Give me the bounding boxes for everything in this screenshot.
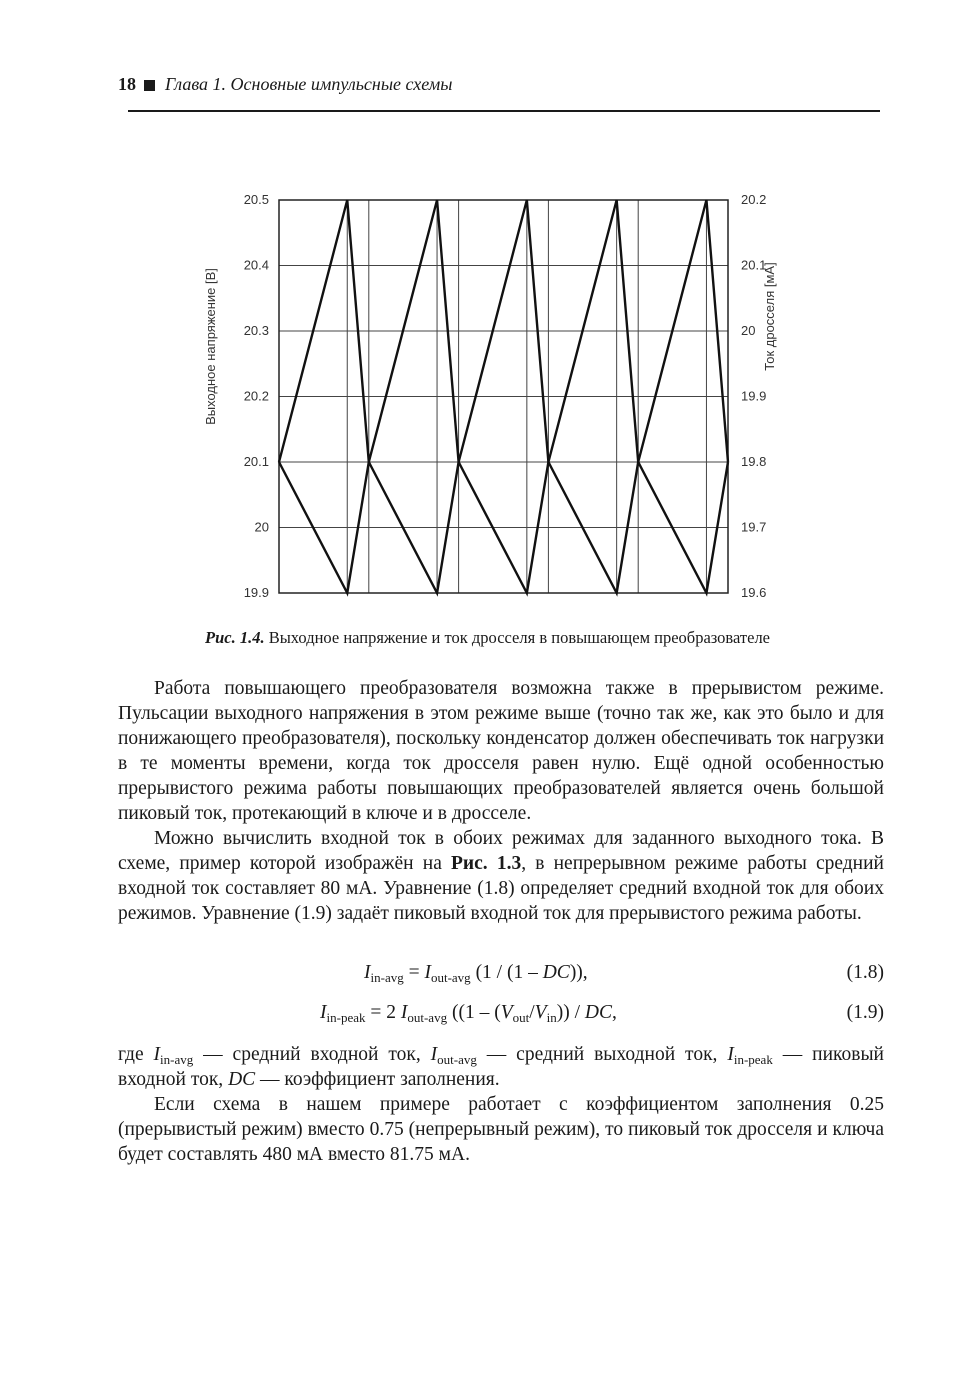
definitions-text-5: — коэффициент заполнения.: [255, 1069, 500, 1090]
y-left-tick-label: 20.3: [243, 323, 269, 338]
header-square-bullet: [144, 80, 155, 91]
paragraph-1: Работа повышающего преобразователя возможна также в прерывистом режиме. Пульсации выходного напряжения в этом режиме выше (точно так же, как это было и для понижающего преобразователя), поскольку конденсатор должен обеспечивать ток нагрузки в те моменты времени, когда ток дросселя равен нулю. Ещё одной особенностью прерывистого режима работы повышающих преобразователей является очень большой пиковый ток, протекающий в ключе и в дросселе.: [118, 678, 884, 824]
y-left-tick-label: 20.1: [243, 454, 269, 469]
definitions-text-3: — средний выходной ток,: [476, 1044, 728, 1065]
equation-1-9-formula: $I_{in-peak} = 2$ $I_{out-avg}$ ($(1 - (V_{out}/V_{in}))$ / DC,: [320, 1002, 617, 1025]
text-block-2: [118, 1042, 884, 1167]
paragraph-2: [118, 826, 884, 926]
y-right-tick-label: 19.9: [741, 388, 767, 404]
y-left-axis-label: Выходное напряжение [В]: [203, 268, 218, 425]
equation-1-8-formula: $I_{in-avg} = I_{out-avg}$ (1 / (1 – DC)),: [364, 962, 588, 985]
y-left-tick-label: 20.2: [243, 388, 269, 404]
y-left-tick-label: 19.9: [243, 585, 269, 600]
y-left-tick-label: 20.4: [243, 257, 269, 273]
caption-text: Выходное напряжение и ток дросселя в повышающем преобразователе: [264, 628, 770, 647]
definitions-text-2: — средний входной ток,: [193, 1044, 431, 1065]
chapter-title: Глава 1. Основные импульсные схемы: [165, 74, 453, 94]
paragraph-2-part-2: , в непрерывном режиме работы средний входной ток составляет 80 мА. Уравнение (1.8) определяет средний входной ток для обоих режимов. Уравнение (1.9) задаёт пиковый входной ток для прерывистого режима работы.: [118, 853, 884, 924]
figure-reference[interactable]: Рис. 1.3: [451, 853, 522, 874]
definitions-paragraph: где $I_{in-avg}$ — средний входной ток, $I_{out-avg}$ — средний выходной ток, $I_{in-peak}$ — пиковый входной ток, DC — коэффициент заполнения.: [118, 1044, 884, 1090]
y-right-tick-label: 19.6: [741, 585, 767, 600]
equation-1-9-number: (1.9): [846, 1002, 884, 1023]
header-rule: [128, 110, 880, 112]
definitions-text-4: — пиковый входной ток,: [118, 1044, 884, 1090]
y-right-tick-label: 20: [741, 323, 756, 338]
page-header: [118, 74, 452, 95]
caption-number: Рис. 1.4.: [205, 628, 265, 647]
definitions-text-1: где: [118, 1044, 154, 1065]
figure-caption: [0, 628, 975, 648]
page-number: 18: [118, 74, 136, 94]
y-right-tick-label: 19.8: [741, 454, 767, 469]
y-left-tick-label: 20.5: [243, 192, 269, 207]
paragraph-4: Если схема в нашем примере работает с коэффициентом заполнения 0.25 (прерывистый режим) вместо 0.75 (непрерывный режим), то пиковый ток дросселя и ключа будет составлять 480 мА вместо 81.75 мА.: [118, 1094, 884, 1165]
paragraph-2-part-1: Можно вычислить входной ток в обоих режимах для заданного выходного тока. В схеме, пример которой изображён на: [118, 828, 884, 874]
chart: [195, 180, 785, 610]
text-block-1: [118, 676, 884, 926]
y-right-tick-label: 19.7: [741, 519, 767, 535]
y-right-tick-label: 20.2: [741, 192, 767, 207]
y-left-tick-label: 20: [254, 519, 269, 535]
y-right-tick-label: 20.1: [741, 257, 767, 273]
y-right-axis-label: Ток дросселя [мА]: [762, 262, 777, 371]
equation-1-8-number: (1.8): [846, 962, 884, 983]
